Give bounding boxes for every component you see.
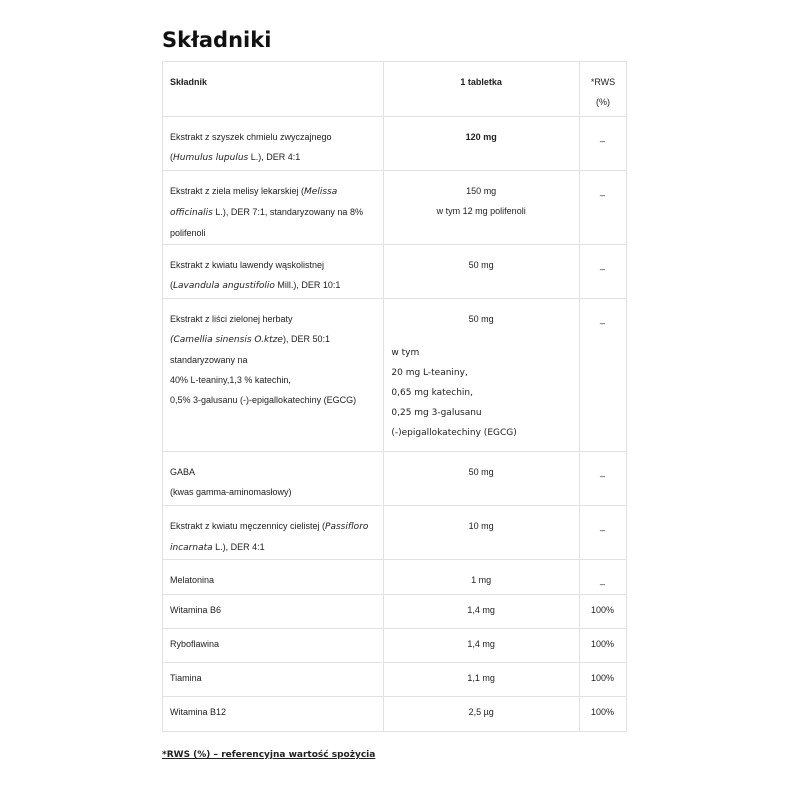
rws-value: 100%: [590, 673, 615, 683]
rws-value: _: [599, 260, 605, 270]
rws-value: _: [599, 467, 605, 477]
dose-cell: [384, 629, 580, 663]
dose-cell: [384, 245, 580, 299]
table-row: [163, 595, 627, 629]
table-row: [163, 506, 627, 560]
table-row: [163, 452, 627, 506]
ingredient-latin: Melissa officinalis: [170, 187, 338, 218]
rws-cell: [580, 117, 627, 171]
dose-value: 120 mg: [465, 132, 497, 142]
ingredient-text: L.), DER 4:1: [248, 152, 301, 162]
ingredient-cell: [163, 506, 384, 560]
ingredient-text: 0,5% 3-galusanu (-)-epigallokatechiny (EGCG): [170, 395, 357, 405]
dose-value: [384, 299, 579, 443]
dose-value: 1,4 mg: [467, 639, 495, 649]
header-ingredient-label: Składnik: [170, 77, 208, 87]
dose-detail-line: w tym: [391, 348, 420, 358]
ingredient-text: Ekstrakt z kwiatu męczennicy cielistej (: [170, 521, 326, 531]
header-rws: [580, 62, 627, 117]
rws-value: _: [599, 314, 605, 324]
ingredient-latin: Passifloro incarnata: [170, 522, 369, 553]
table-row: [163, 697, 627, 732]
header-ingredient: [163, 62, 384, 117]
ingredient-name: [163, 117, 383, 168]
ingredient-name: [163, 506, 383, 558]
dose-cell: [384, 595, 580, 629]
table-header-row: [163, 62, 627, 117]
table-row: [163, 663, 627, 697]
dose-detail-line: 0,65 mg katechin,: [391, 388, 473, 398]
rws-footnote: *RWS (%) – referencyjna wartość spożycia: [162, 750, 376, 760]
dose-value: 50 mg: [468, 260, 494, 270]
dose-cell: [384, 452, 580, 506]
dose-value: 1 mg: [471, 575, 492, 585]
ingredient-text: 40% L-teaniny,1,3 % katechin,: [170, 375, 291, 385]
table-row: [163, 171, 627, 245]
rws-value: _: [599, 521, 605, 531]
rws-cell: [580, 629, 627, 663]
dose-main: 150 mg: [466, 186, 497, 196]
rws-value: _: [599, 132, 605, 142]
rws-cell: [580, 697, 627, 732]
rws-value: 100%: [590, 707, 615, 717]
ingredient-text: Ekstrakt z szyszek chmielu zwyczajnego (: [170, 132, 332, 162]
ingredient-text: (kwas gamma-aminomasłowy): [170, 487, 292, 497]
dose-cell: [384, 560, 580, 595]
rws-value: _: [599, 575, 605, 585]
rws-cell: [580, 663, 627, 697]
dose-cell: [384, 299, 580, 452]
dose-value: 10 mg: [468, 521, 494, 531]
dose-detail-line: 0,25 mg 3-galusanu (-)epigallokatechiny (EGCG): [391, 408, 517, 438]
ingredient-cell: [163, 663, 384, 697]
ingredient-latin: Humulus lupulus: [173, 153, 249, 163]
ingredient-cell: [163, 299, 384, 452]
rws-value: 100%: [590, 605, 615, 615]
rws-cell: [580, 245, 627, 299]
page-title: Składniki: [162, 28, 272, 52]
dose-value: [384, 171, 579, 221]
ingredient-latin: (Camellia sinensis O.ktze: [170, 335, 283, 345]
rws-cell: [580, 299, 627, 452]
ingredient-name: Ryboflawina: [170, 639, 220, 649]
ingredient-cell: [163, 560, 384, 595]
ingredient-name: [163, 299, 383, 410]
ingredients-table: [162, 61, 627, 732]
dose-value: 1,4 mg: [467, 605, 495, 615]
ingredient-name: [163, 452, 383, 502]
dose-detail-line: 20 mg L-teaniny,: [391, 368, 468, 378]
dose-value: 50 mg: [468, 467, 494, 477]
dose-main: 50 mg: [468, 314, 494, 324]
ingredient-name: Tiamina: [170, 673, 202, 683]
header-dose-label: 1 tabletka: [460, 77, 502, 87]
rws-cell: [580, 560, 627, 595]
dose-value: 1,1 mg: [467, 673, 495, 683]
rws-cell: [580, 506, 627, 560]
rws-cell: [580, 595, 627, 629]
dose-cell: [384, 506, 580, 560]
ingredient-cell: [163, 697, 384, 732]
ingredient-text: L.), DER 7:1, standaryzowany na 8% polifenoli: [170, 207, 363, 238]
ingredient-name: Melatonina: [170, 575, 215, 585]
dose-cell: [384, 663, 580, 697]
ingredient-cell: [163, 452, 384, 506]
ingredient-cell: [163, 629, 384, 663]
ingredient-name: Witamina B6: [170, 605, 222, 615]
header-dose: [384, 62, 580, 117]
table-row: [163, 560, 627, 595]
header-rws-label: *RWS (%): [590, 77, 616, 107]
table-row: [163, 629, 627, 663]
ingredient-name: Witamina B12: [170, 707, 227, 717]
dose-cell: [384, 117, 580, 171]
dose-value: 2,5 µg: [468, 707, 494, 717]
rws-value: 100%: [590, 639, 615, 649]
rws-value: _: [599, 186, 605, 196]
ingredient-name: [163, 245, 383, 296]
ingredient-text: L.), DER 4:1: [212, 542, 265, 552]
ingredient-name: [163, 171, 383, 243]
ingredient-latin: Lavandula angustifolio: [173, 281, 275, 291]
ingredient-text: Mill.), DER 10:1: [274, 280, 341, 290]
ingredient-cell: [163, 245, 384, 299]
dose-cell: [384, 171, 580, 245]
rws-cell: [580, 452, 627, 506]
ingredient-text: Ekstrakt z kwiatu lawendy wąskolistnej (: [170, 260, 325, 290]
table-row: [163, 299, 627, 452]
dose-extra: w tym 12 mg polifenoli: [436, 206, 526, 216]
table-row: [163, 117, 627, 171]
ingredient-text: standaryzowany na: [170, 355, 248, 365]
ingredient-cell: [163, 171, 384, 245]
dose-cell: [384, 697, 580, 732]
dose-detail: [391, 343, 571, 443]
table-row: [163, 245, 627, 299]
ingredient-text: Ekstrakt z liści zielonej herbaty: [170, 314, 293, 324]
ingredient-text: GABA: [170, 467, 196, 477]
ingredient-text: Ekstrakt z ziela melisy lekarskiej (: [170, 186, 305, 196]
ingredient-cell: [163, 595, 384, 629]
ingredient-text: ), DER 50:1: [282, 334, 330, 344]
ingredient-cell: [163, 117, 384, 171]
rws-cell: [580, 171, 627, 245]
